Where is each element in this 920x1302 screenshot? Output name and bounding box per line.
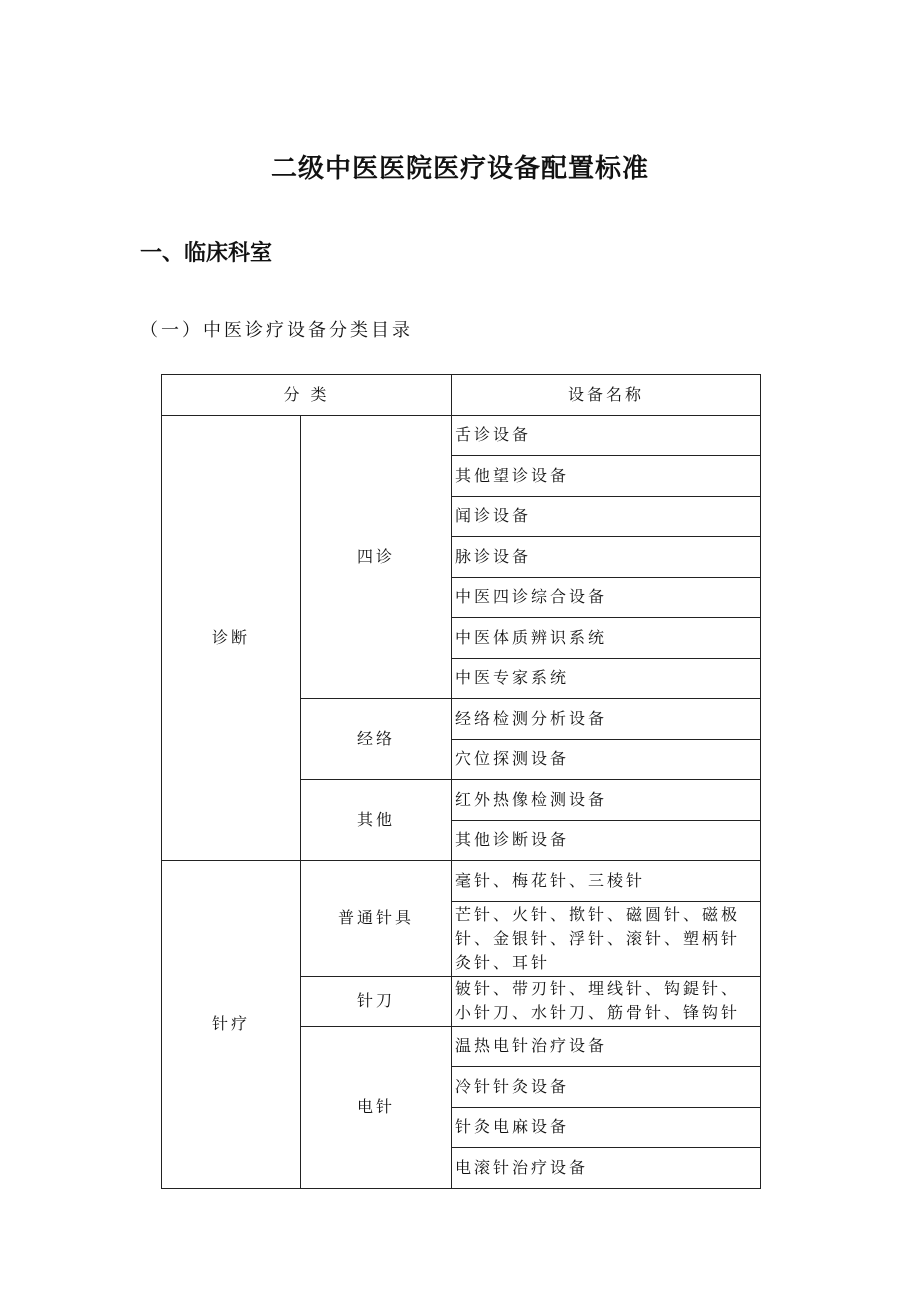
equipment-name-cell: 电滚针治疗设备 — [452, 1148, 761, 1189]
equipment-name-cell: 其他望诊设备 — [452, 456, 761, 497]
subgroup-cell: 经络 — [301, 699, 452, 780]
equipment-name-cell: 中医四诊综合设备 — [452, 577, 761, 618]
equipment-name-cell: 红外热像检测设备 — [452, 780, 761, 821]
table-row — [162, 415, 761, 456]
table-row — [162, 861, 761, 902]
section-heading: 一、临床科室 — [140, 241, 273, 266]
equipment-table — [161, 374, 761, 1189]
document-title: 二级中医医院医疗设备配置标准 — [270, 154, 649, 184]
equipment-name-cell: 脉诊设备 — [452, 537, 761, 578]
equipment-name-cell: 中医专家系统 — [452, 658, 761, 699]
header-equipment-name: 设备名称 — [452, 375, 761, 416]
equipment-name-cell: 铍针、带刃针、埋线针、钩鍉针、小针刀、水针刀、筋骨针、锋钩针 — [452, 976, 761, 1026]
header-category: 分 类 — [162, 375, 452, 416]
equipment-name-cell: 经络检测分析设备 — [452, 699, 761, 740]
equipment-name-cell: 冷针针灸设备 — [452, 1067, 761, 1108]
subgroup-cell: 电针 — [301, 1026, 452, 1188]
equipment-name-cell: 中医体质辨识系统 — [452, 618, 761, 659]
subgroup-cell: 四诊 — [301, 415, 452, 699]
group-cell: 针疗 — [162, 861, 301, 1189]
equipment-name-cell: 毫针、梅花针、三棱针 — [452, 861, 761, 902]
equipment-name-cell: 其他诊断设备 — [452, 820, 761, 861]
subgroup-cell: 其他 — [301, 780, 452, 861]
table-header-row — [162, 375, 761, 416]
subgroup-cell: 针刀 — [301, 976, 452, 1026]
equipment-name-cell: 针灸电麻设备 — [452, 1107, 761, 1148]
equipment-name-cell: 穴位探测设备 — [452, 739, 761, 780]
equipment-name-cell: 闻诊设备 — [452, 496, 761, 537]
subsection-heading: （一）中医诊疗设备分类目录 — [140, 320, 413, 341]
equipment-name-cell: 舌诊设备 — [452, 415, 761, 456]
group-cell: 诊断 — [162, 415, 301, 861]
subgroup-cell: 普通针具 — [301, 861, 452, 977]
equipment-name-cell: 温热电针治疗设备 — [452, 1026, 761, 1067]
equipment-name-cell: 芒针、火针、揿针、磁圆针、磁极针、金银针、浮针、滚针、塑柄针灸针、耳针 — [452, 901, 761, 976]
